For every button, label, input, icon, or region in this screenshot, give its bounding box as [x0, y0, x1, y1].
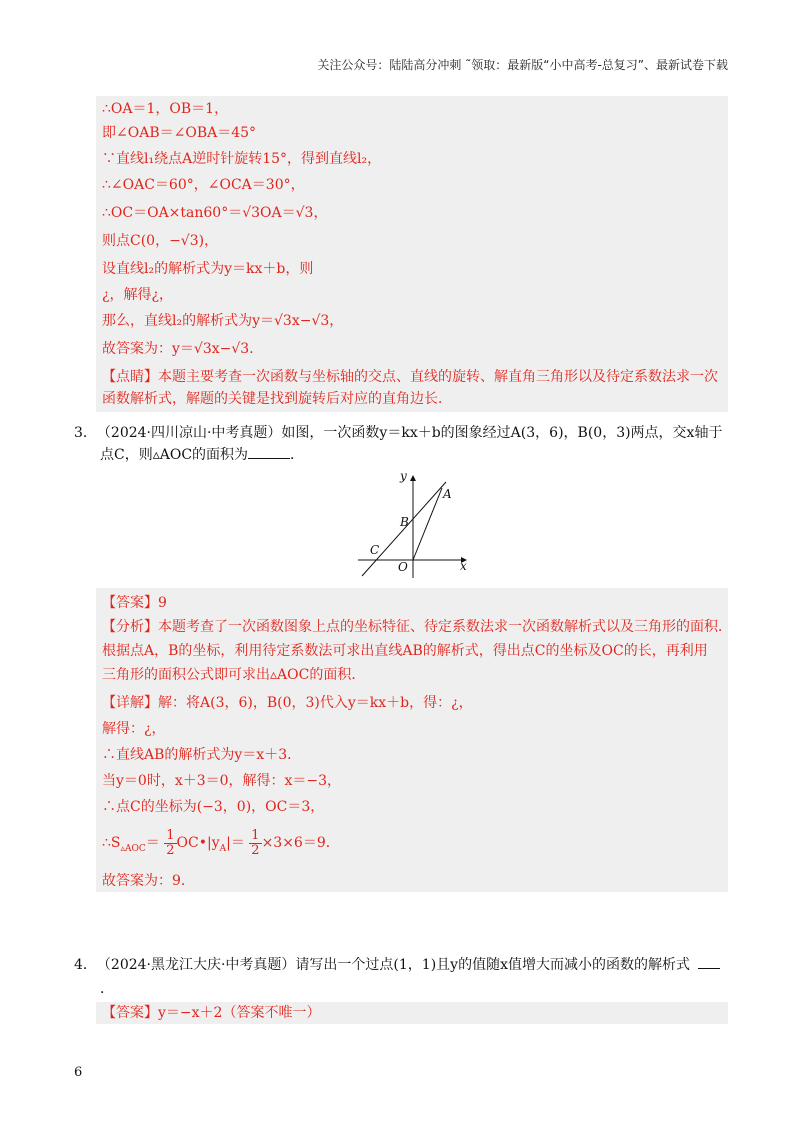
line: ∴OA＝1，OB＝1，	[102, 101, 229, 117]
solution-block-2	[96, 588, 732, 892]
fraction	[164, 829, 176, 858]
line: 【点睛】本题主要考查一次函数与坐标轴的交点、直线的旋转、解直角三角形以及待定系数法求一次	[102, 369, 718, 385]
fraction	[249, 829, 261, 858]
solution-block-1	[96, 96, 728, 412]
label-y: y	[400, 469, 407, 483]
fraction-denominator: 2	[251, 842, 260, 858]
formula-part: ＝	[145, 835, 160, 851]
fraction-numerator: 1	[251, 827, 260, 843]
coordinate-figure	[350, 466, 480, 582]
formula-subscript: ▵AOC	[120, 843, 146, 854]
line: 解得：¿，	[102, 721, 166, 737]
question-4-text: 4． （2024·黑龙江大庆·中考真题）请写出一个过点(1，1)且y的值随x值增大而减小的函数的解析式	[74, 957, 690, 973]
line: 故答案为：y＝√3x−√3．	[102, 341, 264, 357]
line: 函数解析式，解题的关键是找到旋转后对应的直角边长．	[102, 391, 452, 407]
formula-part: OC•|y	[176, 835, 220, 851]
line: 即∠OAB＝∠OBA＝45°	[102, 125, 257, 141]
area-formula-line	[102, 828, 340, 864]
line: ¿，解得¿，	[102, 287, 174, 303]
formula-part: ∴S	[102, 835, 121, 851]
line: 三角形的面积公式即可求出▵AOC的面积．	[102, 667, 366, 683]
label-c: C	[370, 543, 380, 557]
formula-part: |＝	[226, 835, 245, 851]
answer-block-4	[96, 1002, 728, 1024]
question-3-line-2	[100, 446, 304, 464]
label-b: B	[400, 515, 409, 529]
answer-blank	[698, 968, 720, 969]
answer-blank	[248, 458, 290, 459]
line: 当y＝0时，x＋3＝0，解得：x＝−3，	[102, 773, 342, 789]
segment-oa	[413, 488, 442, 560]
line: ∴直线AB的解析式为y＝x＋3．	[102, 747, 302, 763]
answer-line: 【答案】y＝−x＋2（答案不唯一）	[102, 1005, 321, 1021]
line: ∴OC＝OA×tan60°＝√3OA＝√3，	[102, 205, 328, 221]
formula-part: ×3×6＝9．	[261, 835, 340, 851]
fraction-numerator: 1	[166, 827, 175, 843]
fraction-denominator: 2	[166, 842, 175, 858]
question-3-text: 点C，则▵AOC的面积为	[100, 447, 249, 463]
question-3-end: ．	[290, 447, 305, 463]
label-o: O	[398, 560, 408, 574]
page-header: 关注公众号：陆陆高分冲刺 ˜领取：最新版“小中高考-总复习”、最新试卷下载	[317, 58, 728, 72]
question-3-line-1: 3． （2024·四川凉山·中考真题）如图，一次函数y＝kx＋b的图象经过A(3，6)，B(0，3)两点，交x轴于	[74, 425, 723, 441]
detail-line: 【详解】解：将A(3，6)，B(0，3)代入y＝kx＋b，得：¿，	[102, 695, 473, 711]
line: 设直线l₂的解析式为y＝kx＋b，则	[102, 261, 314, 277]
line: ∵直线l₁绕点A逆时针旋转15°，得到直线l₂，	[102, 151, 382, 167]
question-4-line-1	[74, 956, 720, 974]
line: ∴点C的坐标为(−3，0)，OC＝3，	[102, 799, 325, 815]
line: 故答案为：9．	[102, 873, 195, 889]
line: ∴∠OAC＝60°，∠OCA＝30°，	[102, 177, 305, 193]
formula-subscript: A	[219, 843, 227, 854]
line: 根据点A，B的坐标，利用待定系数法可求出直线AB的解析式，得出点C的坐标及OC的长，再利用	[102, 643, 708, 659]
answer-line: 【答案】9	[102, 595, 167, 611]
label-x: x	[460, 559, 467, 573]
analysis-line: 【分析】本题考查了一次函数图象上点的坐标特征、待定系数法求一次函数解析式以及三角形的面积．	[102, 619, 732, 635]
page-number: 6	[74, 1065, 83, 1080]
label-a: A	[443, 487, 452, 501]
line: 那么，直线l₂的解析式为y＝√3x−√3，	[102, 313, 344, 329]
line: 则点C(0，−√3)，	[102, 233, 219, 249]
question-4-line-2: ．	[100, 981, 114, 997]
